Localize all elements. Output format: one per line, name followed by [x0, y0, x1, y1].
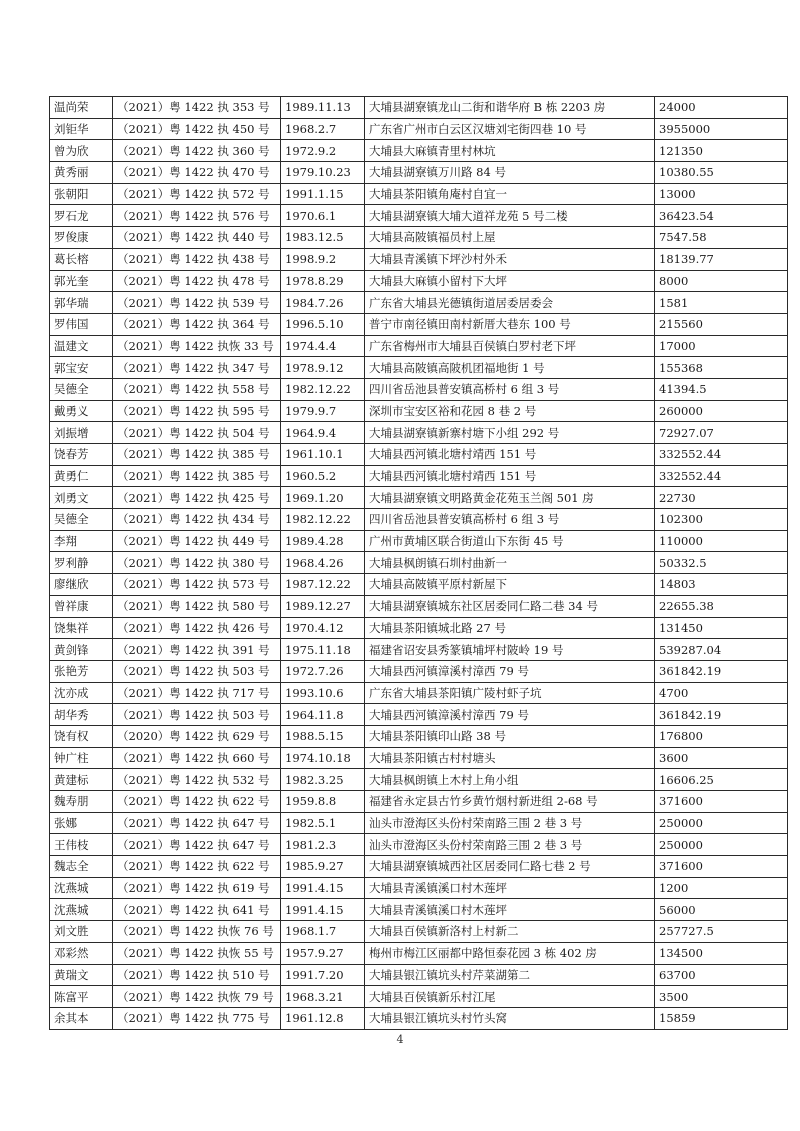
address-cell: 大埔县枫朗镇上木村上角小组 — [365, 769, 655, 791]
birth-date-cell: 1982.12.22 — [281, 509, 365, 531]
amount-cell: 371600 — [655, 791, 788, 813]
amount-cell: 215560 — [655, 313, 788, 335]
birth-date-cell: 1998.9.2 — [281, 248, 365, 270]
amount-cell: 134500 — [655, 942, 788, 964]
birth-date-cell: 1991.4.15 — [281, 899, 365, 921]
address-cell: 大埔县百侯镇新洛村上村新二 — [365, 921, 655, 943]
table-row — [50, 97, 788, 119]
person-name-cell: 刘钜华 — [50, 118, 113, 140]
case-number-cell: （2021）粤 1422 执 438 号 — [113, 248, 281, 270]
person-name-cell: 沈亦成 — [50, 682, 113, 704]
amount-cell: 361842.19 — [655, 704, 788, 726]
address-cell: 广东省大埔县光德镇街道居委居委会 — [365, 292, 655, 314]
case-number-cell: （2021）粤 1422 执 775 号 — [113, 1007, 281, 1029]
person-name-cell: 张娜 — [50, 812, 113, 834]
amount-cell: 18139.77 — [655, 248, 788, 270]
birth-date-cell: 1979.10.23 — [281, 162, 365, 184]
case-number-cell: （2021）粤 1422 执 380 号 — [113, 552, 281, 574]
person-name-cell: 郭光奎 — [50, 270, 113, 292]
person-name-cell: 吴德全 — [50, 378, 113, 400]
table-row — [50, 812, 788, 834]
case-number-cell: （2021）粤 1422 执恢 79 号 — [113, 986, 281, 1008]
case-number-cell: （2021）粤 1422 执恢 76 号 — [113, 921, 281, 943]
birth-date-cell: 1968.4.26 — [281, 552, 365, 574]
table-row — [50, 140, 788, 162]
amount-cell: 10380.55 — [655, 162, 788, 184]
case-number-cell: （2021）粤 1422 执 641 号 — [113, 899, 281, 921]
person-name-cell: 吴德全 — [50, 509, 113, 531]
address-cell: 福建省永定县古竹乡黄竹烟村新进组 2-68 号 — [365, 791, 655, 813]
table-row — [50, 1007, 788, 1029]
birth-date-cell: 1987.12.22 — [281, 574, 365, 596]
table-row — [50, 791, 788, 813]
birth-date-cell: 1970.4.12 — [281, 617, 365, 639]
case-number-cell: （2021）粤 1422 执 504 号 — [113, 422, 281, 444]
address-cell: 广州市黄埔区联合街道山下东街 45 号 — [365, 530, 655, 552]
amount-cell: 13000 — [655, 183, 788, 205]
case-number-cell: （2021）粤 1422 执 391 号 — [113, 639, 281, 661]
birth-date-cell: 1964.9.4 — [281, 422, 365, 444]
table-row — [50, 986, 788, 1008]
birth-date-cell: 1974.10.18 — [281, 747, 365, 769]
amount-cell: 131450 — [655, 617, 788, 639]
birth-date-cell: 1960.5.2 — [281, 465, 365, 487]
address-cell: 大埔县西河镇漳溪村漳西 79 号 — [365, 704, 655, 726]
person-name-cell: 魏志全 — [50, 856, 113, 878]
case-number-cell: （2021）粤 1422 执 576 号 — [113, 205, 281, 227]
address-cell: 大埔县湖寮镇文明路黄金花苑玉兰阁 501 房 — [365, 487, 655, 509]
amount-cell: 8000 — [655, 270, 788, 292]
birth-date-cell: 1970.6.1 — [281, 205, 365, 227]
case-number-cell: （2021）粤 1422 执 385 号 — [113, 465, 281, 487]
birth-date-cell: 1991.4.15 — [281, 877, 365, 899]
amount-cell: 72927.07 — [655, 422, 788, 444]
person-name-cell: 邓彩然 — [50, 942, 113, 964]
amount-cell: 250000 — [655, 834, 788, 856]
birth-date-cell: 1972.9.2 — [281, 140, 365, 162]
birth-date-cell: 1982.12.22 — [281, 378, 365, 400]
table-row — [50, 899, 788, 921]
birth-date-cell: 1991.1.15 — [281, 183, 365, 205]
person-name-cell: 曾祥康 — [50, 595, 113, 617]
case-number-cell: （2020）粤 1422 执 629 号 — [113, 725, 281, 747]
address-cell: 大埔县湖寮镇城西社区居委同仁路七巷 2 号 — [365, 856, 655, 878]
address-cell: 大埔县银江镇坑头村芹菜湖第二 — [365, 964, 655, 986]
birth-date-cell: 1982.5.1 — [281, 812, 365, 834]
amount-cell: 22730 — [655, 487, 788, 509]
amount-cell: 361842.19 — [655, 660, 788, 682]
birth-date-cell: 1984.7.26 — [281, 292, 365, 314]
person-name-cell: 沈燕城 — [50, 899, 113, 921]
table-row — [50, 682, 788, 704]
table-row — [50, 183, 788, 205]
amount-cell: 16606.25 — [655, 769, 788, 791]
address-cell: 大埔县青溪镇溪口村木莲坪 — [365, 877, 655, 899]
amount-cell: 176800 — [655, 725, 788, 747]
person-name-cell: 罗俊康 — [50, 227, 113, 249]
person-name-cell: 李翔 — [50, 530, 113, 552]
person-name-cell: 王伟枝 — [50, 834, 113, 856]
person-name-cell: 廖继欣 — [50, 574, 113, 596]
amount-cell: 3955000 — [655, 118, 788, 140]
table-row — [50, 639, 788, 661]
amount-cell: 121350 — [655, 140, 788, 162]
person-name-cell: 郭宝安 — [50, 357, 113, 379]
table-row — [50, 834, 788, 856]
table-row — [50, 118, 788, 140]
case-number-cell: （2021）粤 1422 执 660 号 — [113, 747, 281, 769]
birth-date-cell: 1964.11.8 — [281, 704, 365, 726]
records-table — [49, 96, 788, 1030]
table-row — [50, 162, 788, 184]
amount-cell: 155368 — [655, 357, 788, 379]
person-name-cell: 魏寿朋 — [50, 791, 113, 813]
table-row — [50, 357, 788, 379]
address-cell: 普宁市南径镇田南村新厝大巷东 100 号 — [365, 313, 655, 335]
case-number-cell: （2021）粤 1422 执 503 号 — [113, 660, 281, 682]
person-name-cell: 刘勇文 — [50, 487, 113, 509]
table-row — [50, 942, 788, 964]
amount-cell: 1200 — [655, 877, 788, 899]
table-row — [50, 378, 788, 400]
table-row — [50, 921, 788, 943]
address-cell: 四川省岳池县普安镇高桥村 6 组 3 号 — [365, 509, 655, 531]
case-number-cell: （2021）粤 1422 执 510 号 — [113, 964, 281, 986]
address-cell: 大埔县大麻镇青里村林坑 — [365, 140, 655, 162]
table-row — [50, 725, 788, 747]
address-cell: 梅州市梅江区丽都中路恒泰花园 3 栋 402 房 — [365, 942, 655, 964]
table-row — [50, 704, 788, 726]
person-name-cell: 黄建标 — [50, 769, 113, 791]
person-name-cell: 沈燕城 — [50, 877, 113, 899]
address-cell: 大埔县湖寮镇龙山二街和谐华府 B 栋 2203 房 — [365, 97, 655, 119]
case-number-cell: （2021）粤 1422 执 622 号 — [113, 856, 281, 878]
table-row — [50, 248, 788, 270]
address-cell: 大埔县西河镇北塘村靖西 151 号 — [365, 444, 655, 466]
birth-date-cell: 1969.1.20 — [281, 487, 365, 509]
amount-cell: 3500 — [655, 986, 788, 1008]
address-cell: 大埔县银江镇坑头村竹头窝 — [365, 1007, 655, 1029]
table-row — [50, 552, 788, 574]
case-number-cell: （2021）粤 1422 执 450 号 — [113, 118, 281, 140]
person-name-cell: 饶集祥 — [50, 617, 113, 639]
case-number-cell: （2021）粤 1422 执 532 号 — [113, 769, 281, 791]
address-cell: 大埔县高陂镇福员村上屋 — [365, 227, 655, 249]
person-name-cell: 罗伟国 — [50, 313, 113, 335]
address-cell: 汕头市澄海区头份村荣南路三围 2 巷 3 号 — [365, 812, 655, 834]
table-row — [50, 335, 788, 357]
table-row — [50, 444, 788, 466]
case-number-cell: （2021）粤 1422 执 360 号 — [113, 140, 281, 162]
amount-cell: 1581 — [655, 292, 788, 314]
amount-cell: 332552.44 — [655, 444, 788, 466]
table-row — [50, 747, 788, 769]
table-row — [50, 227, 788, 249]
address-cell: 大埔县湖寮镇大埔大道祥龙苑 5 号二楼 — [365, 205, 655, 227]
case-number-cell: （2021）粤 1422 执 539 号 — [113, 292, 281, 314]
person-name-cell: 戴勇义 — [50, 400, 113, 422]
table-row — [50, 487, 788, 509]
amount-cell: 15859 — [655, 1007, 788, 1029]
case-number-cell: （2021）粤 1422 执 449 号 — [113, 530, 281, 552]
address-cell: 大埔县茶阳镇城北路 27 号 — [365, 617, 655, 639]
table-row — [50, 509, 788, 531]
person-name-cell: 郭华瑞 — [50, 292, 113, 314]
birth-date-cell: 1974.4.4 — [281, 335, 365, 357]
address-cell: 大埔县高陂镇高陂机团福地街 1 号 — [365, 357, 655, 379]
case-number-cell: （2021）粤 1422 执 347 号 — [113, 357, 281, 379]
table-row — [50, 292, 788, 314]
case-number-cell: （2021）粤 1422 执 558 号 — [113, 378, 281, 400]
person-name-cell: 罗利静 — [50, 552, 113, 574]
birth-date-cell: 1985.9.27 — [281, 856, 365, 878]
case-number-cell: （2021）粤 1422 执 717 号 — [113, 682, 281, 704]
person-name-cell: 温尚荣 — [50, 97, 113, 119]
amount-cell: 4700 — [655, 682, 788, 704]
case-number-cell: （2021）粤 1422 执 573 号 — [113, 574, 281, 596]
case-number-cell: （2021）粤 1422 执 434 号 — [113, 509, 281, 531]
person-name-cell: 张艳芳 — [50, 660, 113, 682]
address-cell: 四川省岳池县普安镇高桥村 6 组 3 号 — [365, 378, 655, 400]
person-name-cell: 余其本 — [50, 1007, 113, 1029]
birth-date-cell: 1968.2.7 — [281, 118, 365, 140]
birth-date-cell: 1981.2.3 — [281, 834, 365, 856]
table-row — [50, 400, 788, 422]
birth-date-cell: 1961.12.8 — [281, 1007, 365, 1029]
case-number-cell: （2021）粤 1422 执 385 号 — [113, 444, 281, 466]
case-number-cell: （2021）粤 1422 执 353 号 — [113, 97, 281, 119]
person-name-cell: 温建文 — [50, 335, 113, 357]
amount-cell: 3600 — [655, 747, 788, 769]
birth-date-cell: 1983.12.5 — [281, 227, 365, 249]
case-number-cell: （2021）粤 1422 执 647 号 — [113, 812, 281, 834]
address-cell: 大埔县大麻镇小留村下大坪 — [365, 270, 655, 292]
amount-cell: 250000 — [655, 812, 788, 834]
person-name-cell: 饶春芳 — [50, 444, 113, 466]
person-name-cell: 葛长榕 — [50, 248, 113, 270]
address-cell: 大埔县茶阳镇印山路 38 号 — [365, 725, 655, 747]
birth-date-cell: 1991.7.20 — [281, 964, 365, 986]
table-row — [50, 465, 788, 487]
amount-cell: 257727.5 — [655, 921, 788, 943]
address-cell: 大埔县茶阳镇角庵村自宜一 — [365, 183, 655, 205]
birth-date-cell: 1975.11.18 — [281, 639, 365, 661]
address-cell: 深圳市宝安区裕和花园 8 巷 2 号 — [365, 400, 655, 422]
amount-cell: 17000 — [655, 335, 788, 357]
case-number-cell: （2021）粤 1422 执 364 号 — [113, 313, 281, 335]
person-name-cell: 罗石龙 — [50, 205, 113, 227]
amount-cell: 371600 — [655, 856, 788, 878]
table-row — [50, 964, 788, 986]
birth-date-cell: 1959.8.8 — [281, 791, 365, 813]
amount-cell: 14803 — [655, 574, 788, 596]
address-cell: 福建省诏安县秀篆镇埔坪村陂岭 19 号 — [365, 639, 655, 661]
birth-date-cell: 1988.5.15 — [281, 725, 365, 747]
table-row — [50, 205, 788, 227]
amount-cell: 24000 — [655, 97, 788, 119]
amount-cell: 539287.04 — [655, 639, 788, 661]
address-cell: 广东省大埔县茶阳镇广陵村虾子坑 — [365, 682, 655, 704]
birth-date-cell: 1989.4.28 — [281, 530, 365, 552]
case-number-cell: （2021）粤 1422 执恢 55 号 — [113, 942, 281, 964]
address-cell: 大埔县青溪镇溪口村木莲坪 — [365, 899, 655, 921]
table-row — [50, 660, 788, 682]
address-cell: 广东省梅州市大埔县百侯镇白罗村老下坪 — [365, 335, 655, 357]
birth-date-cell: 1978.8.29 — [281, 270, 365, 292]
person-name-cell: 黄瑞文 — [50, 964, 113, 986]
birth-date-cell: 1982.3.25 — [281, 769, 365, 791]
address-cell: 大埔县西河镇北塘村靖西 151 号 — [365, 465, 655, 487]
case-number-cell: （2021）粤 1422 执 470 号 — [113, 162, 281, 184]
table-row — [50, 769, 788, 791]
person-name-cell: 曾为欣 — [50, 140, 113, 162]
person-name-cell: 刘文胜 — [50, 921, 113, 943]
address-cell: 大埔县西河镇漳溪村漳西 79 号 — [365, 660, 655, 682]
person-name-cell: 钟广柱 — [50, 747, 113, 769]
birth-date-cell: 1989.12.27 — [281, 595, 365, 617]
amount-cell: 110000 — [655, 530, 788, 552]
amount-cell: 7547.58 — [655, 227, 788, 249]
birth-date-cell: 1968.3.21 — [281, 986, 365, 1008]
person-name-cell: 黄秀丽 — [50, 162, 113, 184]
table-row — [50, 270, 788, 292]
person-name-cell: 张朝阳 — [50, 183, 113, 205]
birth-date-cell: 1961.10.1 — [281, 444, 365, 466]
amount-cell: 22655.38 — [655, 595, 788, 617]
address-cell: 大埔县高陂镇平原村新屋下 — [365, 574, 655, 596]
person-name-cell: 饶有权 — [50, 725, 113, 747]
case-number-cell: （2021）粤 1422 执 622 号 — [113, 791, 281, 813]
birth-date-cell: 1989.11.13 — [281, 97, 365, 119]
person-name-cell: 黄勇仁 — [50, 465, 113, 487]
birth-date-cell: 1978.9.12 — [281, 357, 365, 379]
amount-cell: 41394.5 — [655, 378, 788, 400]
birth-date-cell: 1968.1.7 — [281, 921, 365, 943]
case-number-cell: （2021）粤 1422 执 572 号 — [113, 183, 281, 205]
case-number-cell: （2021）粤 1422 执恢 33 号 — [113, 335, 281, 357]
case-number-cell: （2021）粤 1422 执 478 号 — [113, 270, 281, 292]
amount-cell: 102300 — [655, 509, 788, 531]
person-name-cell: 刘振增 — [50, 422, 113, 444]
table-row — [50, 595, 788, 617]
address-cell: 大埔县茶阳镇古村村塘头 — [365, 747, 655, 769]
case-number-cell: （2021）粤 1422 执 580 号 — [113, 595, 281, 617]
amount-cell: 332552.44 — [655, 465, 788, 487]
person-name-cell: 陈富平 — [50, 986, 113, 1008]
page-number: 4 — [396, 1033, 404, 1046]
address-cell: 大埔县湖寮镇万川路 84 号 — [365, 162, 655, 184]
amount-cell: 56000 — [655, 899, 788, 921]
address-cell: 广东省广州市白云区汉塘刘宅街四巷 10 号 — [365, 118, 655, 140]
records-table-body — [50, 97, 788, 1030]
birth-date-cell: 1979.9.7 — [281, 400, 365, 422]
case-number-cell: （2021）粤 1422 执 425 号 — [113, 487, 281, 509]
case-number-cell: （2021）粤 1422 执 595 号 — [113, 400, 281, 422]
amount-cell: 63700 — [655, 964, 788, 986]
address-cell: 汕头市澄海区头份村荣南路三围 2 巷 3 号 — [365, 834, 655, 856]
birth-date-cell: 1972.7.26 — [281, 660, 365, 682]
case-number-cell: （2021）粤 1422 执 619 号 — [113, 877, 281, 899]
table-row — [50, 313, 788, 335]
case-number-cell: （2021）粤 1422 执 647 号 — [113, 834, 281, 856]
table-row — [50, 856, 788, 878]
address-cell: 大埔县枫朗镇石圳村曲新一 — [365, 552, 655, 574]
address-cell: 大埔县湖寮镇城东社区居委同仁路二巷 34 号 — [365, 595, 655, 617]
birth-date-cell: 1957.9.27 — [281, 942, 365, 964]
table-row — [50, 422, 788, 444]
case-number-cell: （2021）粤 1422 执 426 号 — [113, 617, 281, 639]
address-cell: 大埔县青溪镇下坪沙村外禾 — [365, 248, 655, 270]
address-cell: 大埔县湖寮镇新寨村塘下小组 292 号 — [365, 422, 655, 444]
amount-cell: 260000 — [655, 400, 788, 422]
birth-date-cell: 1996.5.10 — [281, 313, 365, 335]
person-name-cell: 黄剑锋 — [50, 639, 113, 661]
case-number-cell: （2021）粤 1422 执 440 号 — [113, 227, 281, 249]
person-name-cell: 胡华秀 — [50, 704, 113, 726]
table-row — [50, 877, 788, 899]
amount-cell: 50332.5 — [655, 552, 788, 574]
table-row — [50, 574, 788, 596]
address-cell: 大埔县百侯镇新乐村江尾 — [365, 986, 655, 1008]
birth-date-cell: 1993.10.6 — [281, 682, 365, 704]
case-number-cell: （2021）粤 1422 执 503 号 — [113, 704, 281, 726]
table-row — [50, 530, 788, 552]
table-row — [50, 617, 788, 639]
amount-cell: 36423.54 — [655, 205, 788, 227]
